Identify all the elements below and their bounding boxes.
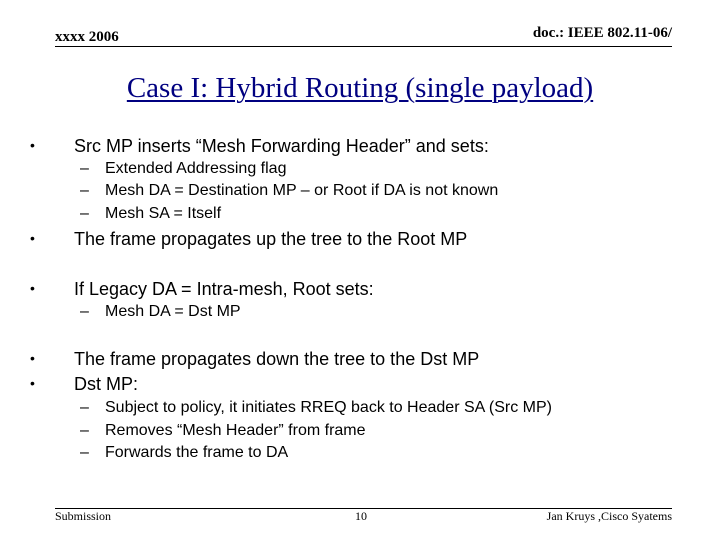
- header-doc-id: doc.: IEEE 802.11-06/: [532, 25, 672, 41]
- bullet-marker: •: [30, 350, 35, 366]
- bullet-text: Dst MP:: [74, 374, 139, 394]
- dash-marker: –: [80, 160, 89, 177]
- sub-item: [80, 205, 221, 223]
- footer-author: Jan Kruys ,Cisco Syatems: [546, 509, 672, 523]
- bullet-marker: •: [30, 230, 35, 246]
- bullet-text: Src MP inserts “Mesh Forwarding Header” and sets:: [74, 136, 489, 156]
- slide-title: Case I: Hybrid Routing (single payload): [126, 72, 594, 104]
- sub-item-text: Mesh SA = Itself: [105, 205, 222, 222]
- sub-item: [80, 444, 288, 462]
- sub-item: [80, 422, 366, 440]
- sub-item: [80, 399, 552, 417]
- bullet-marker: •: [30, 137, 35, 153]
- bullet-marker: •: [30, 280, 35, 296]
- bullet-text: If Legacy DA = Intra-mesh, Root sets:: [74, 279, 374, 299]
- dash-marker: –: [80, 182, 89, 199]
- dash-marker: –: [80, 399, 89, 416]
- page-number: 10: [355, 509, 367, 523]
- bullet-marker: •: [30, 375, 35, 391]
- bullet-text: The frame propagates down the tree to the Dst MP: [74, 349, 480, 369]
- sub-item-text: Forwards the frame to DA: [105, 444, 289, 461]
- dash-marker: –: [80, 205, 89, 222]
- footer-submission: Submission: [55, 509, 112, 523]
- dash-marker: –: [80, 303, 89, 320]
- sub-item: [80, 160, 286, 178]
- sub-item-text: Subject to policy, it initiates RREQ back to Header SA (Src MP): [105, 399, 552, 416]
- sub-item-text: Mesh DA = Destination MP – or Root if DA is not known: [105, 182, 499, 199]
- bullet-item: [30, 349, 479, 370]
- sub-item: [80, 182, 498, 200]
- header-date: xxxx 2006: [55, 29, 119, 45]
- sub-item: [80, 303, 241, 321]
- bullet-item: [30, 136, 489, 157]
- dash-marker: –: [80, 444, 89, 461]
- bullet-item: [30, 279, 374, 300]
- sub-item-text: Mesh DA = Dst MP: [105, 303, 241, 320]
- sub-item-text: Extended Addressing flag: [105, 160, 287, 177]
- bullet-item: [30, 374, 138, 395]
- bullet-item: [30, 229, 467, 250]
- bullet-text: The frame propagates up the tree to the Root MP: [74, 229, 468, 249]
- header-divider: [55, 46, 672, 47]
- sub-item-text: Removes “Mesh Header” from frame: [105, 422, 366, 439]
- dash-marker: –: [80, 422, 89, 439]
